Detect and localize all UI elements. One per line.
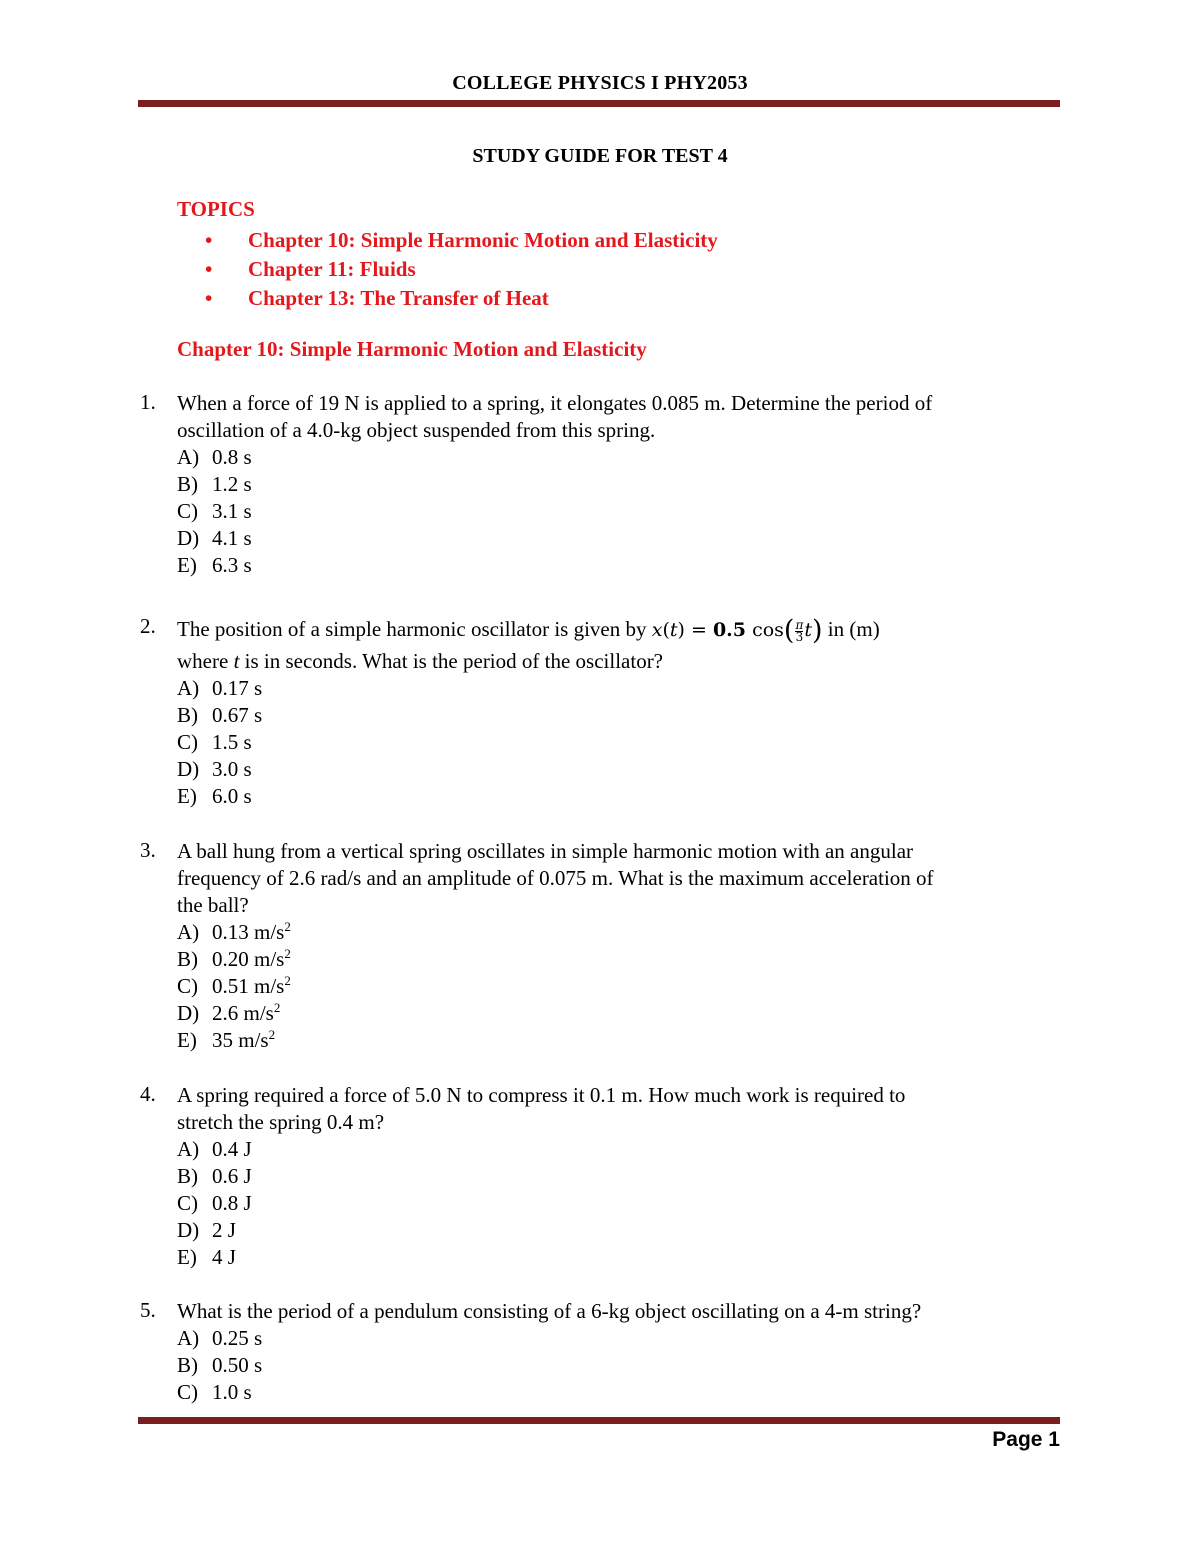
option-letter: C) (177, 730, 198, 754)
answer-options (177, 919, 291, 1054)
page-number: Page 1 (992, 1428, 1060, 1451)
option-letter: D) (177, 757, 200, 781)
question-stem (177, 1298, 1047, 1325)
stem-line: frequency of 2.6 rad/s and an amplitude of 0.075 m. What is the maximum acceleration of (177, 866, 934, 890)
stem-text: where (177, 649, 234, 673)
section-heading: Chapter 10: Simple Harmonic Motion and Elasticity (177, 337, 647, 361)
answer-option (177, 1136, 252, 1163)
option-text: 3.1 s (212, 499, 252, 523)
answer-options (177, 1325, 262, 1406)
option-text: 6.3 s (212, 553, 252, 577)
question-number: 4. (140, 1082, 156, 1106)
stem-line: When a force of 19 N is applied to a spring, it elongates 0.085 m. Determine the period of (177, 391, 933, 415)
answer-options (177, 1136, 252, 1271)
bullet-icon: • (205, 228, 213, 252)
header-rule (138, 100, 1060, 107)
option-letter: C) (177, 499, 198, 523)
question-stem (177, 838, 1047, 919)
answer-option (177, 444, 252, 471)
formula-part: x (651, 619, 663, 641)
option-letter: A) (177, 1137, 200, 1161)
option-text: 0.8 s (212, 445, 252, 469)
topic-item-label: Chapter 11: Fluids (248, 257, 416, 281)
answer-option (177, 1190, 252, 1217)
formula-part: ( (783, 615, 795, 646)
option-letter: C) (177, 1191, 198, 1215)
answer-option (177, 1027, 291, 1054)
footer-rule (138, 1417, 1060, 1424)
option-text: 6.0 s (212, 784, 252, 808)
option-letter: E) (177, 1245, 197, 1269)
answer-options (177, 444, 252, 579)
stem-text: The position of a simple harmonic oscillator is given by (177, 617, 652, 641)
option-text: 35 m/s (212, 1028, 269, 1052)
option-letter: B) (177, 703, 198, 727)
option-letter: A) (177, 1326, 200, 1350)
option-letter: D) (177, 526, 200, 550)
option-exponent: 2 (268, 1027, 276, 1042)
formula-fraction (795, 617, 804, 644)
answer-option (177, 1244, 252, 1271)
answer-option (177, 675, 262, 702)
study-guide-title: STUDY GUIDE FOR TEST 4 (472, 145, 728, 167)
stem-text: in (m) (822, 617, 880, 641)
answer-option (177, 702, 262, 729)
formula-part: cos (752, 619, 784, 641)
option-text: 1.2 s (212, 472, 252, 496)
option-text: 2 J (212, 1218, 236, 1242)
fraction-denominator: 3 (795, 629, 804, 644)
topic-item-label: Chapter 13: The Transfer of Heat (248, 286, 549, 310)
topic-item (205, 226, 718, 255)
option-letter: B) (177, 1353, 198, 1377)
option-text: 0.25 s (212, 1326, 263, 1350)
answer-option (177, 919, 291, 946)
option-text: 0.13 m/s (212, 920, 285, 944)
option-text: 1.0 s (212, 1380, 252, 1404)
fraction-numerator: π (795, 617, 804, 632)
answer-option (177, 552, 252, 579)
option-text: 0.67 s (212, 703, 263, 727)
question-stem (177, 1082, 1047, 1136)
option-letter: B) (177, 1164, 198, 1188)
option-letter: B) (177, 472, 198, 496)
option-exponent: 2 (284, 919, 291, 934)
option-text: 0.17 s (212, 676, 263, 700)
question-stem (177, 614, 1047, 675)
question-number: 1. (140, 390, 156, 414)
question-number: 3. (140, 838, 156, 862)
answer-option (177, 1352, 262, 1379)
option-letter: A) (177, 920, 200, 944)
option-letter: B) (177, 947, 198, 971)
stem-line: stretch the spring 0.4 m? (177, 1110, 385, 1134)
stem-text: is in seconds. What is the period of the oscillator? (239, 649, 664, 673)
option-letter: E) (177, 784, 197, 808)
option-text: 0.8 J (212, 1191, 252, 1215)
option-letter: A) (177, 445, 200, 469)
page-header-title: COLLEGE PHYSICS I PHY2053 (452, 72, 748, 94)
answer-option (177, 973, 291, 1000)
formula-part: t (804, 619, 812, 641)
stem-variable: t (233, 649, 240, 673)
position-formula: x(t) = 0.5 cos( $\frac{\pi}{3}$ t) (651, 615, 823, 646)
question-stem (177, 390, 1047, 444)
topic-item (205, 255, 718, 284)
answer-option (177, 1325, 262, 1352)
option-text: 4.1 s (212, 526, 252, 550)
stem-line: A spring required a force of 5.0 N to compress it 0.1 m. How much work is required to (177, 1083, 906, 1107)
option-letter: D) (177, 1001, 200, 1025)
answer-option (177, 1217, 252, 1244)
option-exponent: 2 (273, 1000, 281, 1015)
answer-option (177, 525, 252, 552)
option-text: 0.20 m/s (212, 947, 285, 971)
question-number: 5. (140, 1298, 156, 1322)
stem-line (177, 648, 1047, 675)
topic-item (205, 284, 718, 313)
option-letter: E) (177, 1028, 197, 1052)
option-text: 0.51 m/s (212, 974, 285, 998)
formula-part: t (669, 619, 678, 641)
answer-options (177, 675, 262, 810)
option-text: 0.6 J (212, 1164, 252, 1188)
question-number: 2. (140, 614, 156, 638)
option-text: 0.4 J (212, 1137, 252, 1161)
option-letter: C) (177, 1380, 198, 1404)
option-text: 0.50 s (212, 1353, 263, 1377)
option-letter: E) (177, 553, 197, 577)
stem-line: A ball hung from a vertical spring oscillates in simple harmonic motion with an angular (177, 839, 914, 863)
answer-option (177, 498, 252, 525)
stem-line (177, 614, 1047, 648)
option-text: 4 J (212, 1245, 236, 1269)
option-letter: D) (177, 1218, 200, 1242)
option-letter: A) (177, 676, 200, 700)
bullet-icon: • (205, 286, 213, 310)
formula-part: = (690, 619, 707, 641)
topic-item-label: Chapter 10: Simple Harmonic Motion and Elasticity (248, 228, 718, 252)
option-exponent: 2 (284, 973, 291, 988)
stem-line: oscillation of a 4.0-kg object suspended from this spring. (177, 418, 656, 442)
option-letter: C) (177, 974, 198, 998)
formula-part: 0.5 (712, 619, 747, 641)
answer-option (177, 471, 252, 498)
answer-option (177, 1379, 262, 1406)
bullet-icon: • (205, 257, 213, 281)
answer-option (177, 1163, 252, 1190)
answer-option (177, 756, 262, 783)
answer-option (177, 729, 262, 756)
formula-part: ) (811, 615, 823, 646)
option-text: 1.5 s (212, 730, 252, 754)
stem-line: What is the period of a pendulum consisting of a 6-kg object oscillating on a 4-m string? (177, 1299, 922, 1323)
answer-option (177, 1000, 291, 1027)
topics-list (205, 226, 718, 313)
stem-line: the ball? (177, 893, 249, 917)
option-exponent: 2 (284, 946, 291, 961)
answer-option (177, 946, 291, 973)
topics-label: TOPICS (177, 197, 255, 221)
option-text: 3.0 s (212, 757, 252, 781)
answer-option (177, 783, 262, 810)
option-text: 2.6 m/s (212, 1001, 274, 1025)
